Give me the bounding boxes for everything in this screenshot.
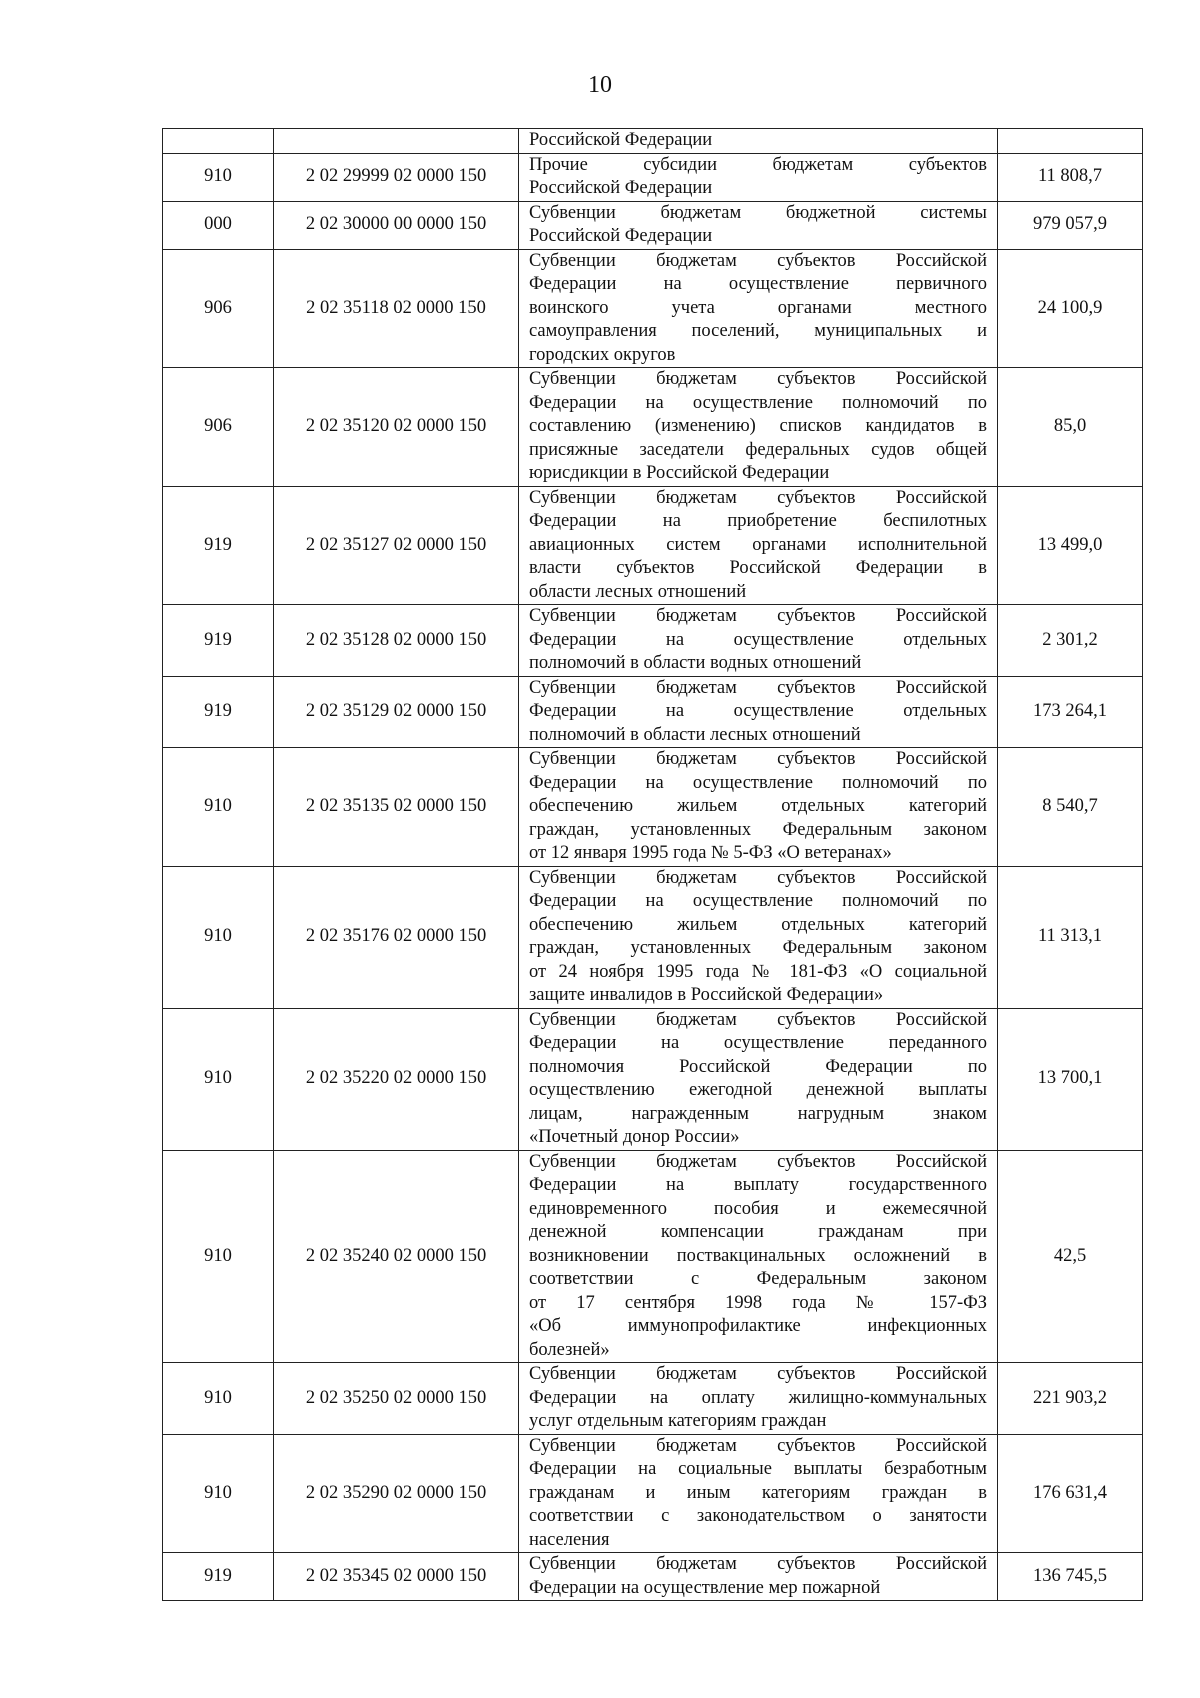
budget-code-cell: 2 02 35176 02 0000 150	[274, 866, 519, 1008]
budget-code-cell: 2 02 35118 02 0000 150	[274, 249, 519, 368]
admin-code-cell: 910	[163, 1434, 274, 1553]
income-name-line: полномочий в области лесных отношений	[529, 724, 861, 745]
income-name-line: Федерации на оплату жилищно-коммунальных	[529, 1387, 987, 1408]
income-name-line: присяжные заседатели федеральных судов общей	[529, 439, 987, 460]
income-name-line: обеспечению жильем отдельных категорий	[529, 914, 987, 935]
table-row	[163, 486, 1143, 605]
budget-code-cell: 2 02 35128 02 0000 150	[274, 605, 519, 677]
table-row	[163, 1363, 1143, 1435]
income-name-line: населения	[529, 1529, 610, 1550]
budget-code-cell: 2 02 35120 02 0000 150	[274, 368, 519, 487]
budget-table	[162, 128, 1143, 1601]
table-row	[163, 1008, 1143, 1150]
budget-code-cell: 2 02 35127 02 0000 150	[274, 486, 519, 605]
income-name-line: Субвенции бюджетам бюджетной системы	[529, 202, 987, 223]
table-row	[163, 1434, 1143, 1553]
income-name-line: граждан, установленных Федеральным законом	[529, 819, 987, 840]
admin-code-cell: 906	[163, 368, 274, 487]
admin-code-cell: 919	[163, 676, 274, 748]
income-name-line: Федерации на социальные выплаты безработным	[529, 1459, 987, 1479]
income-name-line: составлению (изменению) списков кандидатов в	[529, 416, 987, 436]
table-row	[163, 249, 1143, 368]
table-row	[163, 201, 1143, 249]
income-name-line: авиационных систем органами исполнительной	[529, 534, 987, 555]
income-name-cell	[519, 748, 998, 867]
income-name-line: Российской Федерации	[529, 130, 713, 150]
budget-code-cell	[274, 129, 519, 154]
budget-code-cell: 2 02 35345 02 0000 150	[274, 1553, 519, 1601]
table-row	[163, 605, 1143, 677]
income-name-line: услуг отдельным категориям граждан	[529, 1411, 827, 1431]
table-row	[163, 1553, 1143, 1601]
income-name-line: области лесных отношений	[529, 581, 747, 602]
income-name-line: Субвенции бюджетам субъектов Российской	[529, 1435, 987, 1456]
income-name-line: Субвенции бюджетам субъектов Российской	[529, 369, 987, 389]
income-name-cell	[519, 201, 998, 249]
income-name-cell	[519, 1008, 998, 1150]
income-name-line: Субвенции бюджетам субъектов Российской	[529, 1151, 987, 1172]
income-name-line: Федерации на осуществление мер пожарной	[529, 1577, 881, 1598]
income-name-line: единовременного пособия и ежемесячной	[529, 1198, 987, 1219]
income-name-line: возникновении поствакцинальных осложнений в	[529, 1245, 987, 1266]
admin-code-cell: 919	[163, 486, 274, 605]
income-name-line: лицам, награжденным нагрудным знаком	[529, 1103, 987, 1124]
income-name-cell	[519, 605, 998, 677]
income-name-line: от 24 ноября 1995 года № 181-ФЗ «О социальной	[529, 961, 987, 982]
amount-cell: 24 100,9	[998, 249, 1143, 368]
amount-cell: 8 540,7	[998, 748, 1143, 867]
income-name-line: Федерации на выплату государственного	[529, 1175, 987, 1195]
table-row	[163, 866, 1143, 1008]
admin-code-cell: 919	[163, 1553, 274, 1601]
amount-cell: 13 499,0	[998, 486, 1143, 605]
admin-code-cell: 910	[163, 1150, 274, 1363]
income-name-cell	[519, 1363, 998, 1435]
income-name-line: Федерации на осуществление отдельных	[529, 629, 987, 650]
income-name-line: Субвенции бюджетам субъектов Российской	[529, 677, 987, 698]
amount-cell: 136 745,5	[998, 1553, 1143, 1601]
income-name-cell	[519, 153, 998, 201]
income-name-line: полномочия Российской Федерации по	[529, 1056, 987, 1077]
amount-cell	[998, 129, 1143, 154]
budget-code-cell: 2 02 35290 02 0000 150	[274, 1434, 519, 1553]
income-name-line: юрисдикции в Российской Федерации	[529, 463, 830, 483]
income-name-line: соответствии с Федеральным законом	[529, 1269, 987, 1289]
budget-code-cell: 2 02 35129 02 0000 150	[274, 676, 519, 748]
amount-cell: 2 301,2	[998, 605, 1143, 677]
income-name-line: Федерации на осуществление отдельных	[529, 701, 987, 721]
table-row	[163, 153, 1143, 201]
amount-cell: 11 313,1	[998, 866, 1143, 1008]
income-name-line: Федерации на осуществление полномочий по	[529, 891, 987, 911]
income-name-line: Федерации на осуществление полномочий по	[529, 392, 987, 413]
income-name-line: власти субъектов Российской Федерации в	[529, 558, 987, 578]
income-name-line: воинского учета органами местного	[529, 297, 987, 318]
income-name-line: Прочие субсидии бюджетам субъектов	[529, 154, 987, 175]
table-row	[163, 368, 1143, 487]
amount-cell: 176 631,4	[998, 1434, 1143, 1553]
income-name-line: Субвенции бюджетам субъектов Российской	[529, 1364, 987, 1384]
income-name-cell	[519, 866, 998, 1008]
income-name-cell	[519, 676, 998, 748]
budget-table-body	[163, 129, 1143, 1601]
income-name-line: от 17 сентября 1998 года № 157-ФЗ	[529, 1292, 987, 1313]
income-name-line: Субвенции бюджетам субъектов Российской	[529, 867, 987, 888]
budget-code-cell: 2 02 30000 00 0000 150	[274, 201, 519, 249]
income-name-line: осуществлению ежегодной денежной выплаты	[529, 1080, 987, 1100]
amount-cell: 979 057,9	[998, 201, 1143, 249]
page-number: 10	[588, 72, 612, 98]
income-name-line: Российской Федерации	[529, 178, 713, 198]
income-name-cell	[519, 1150, 998, 1363]
table-row	[163, 748, 1143, 867]
income-name-line: Субвенции бюджетам субъектов Российской	[529, 1554, 987, 1574]
admin-code-cell: 910	[163, 1363, 274, 1435]
amount-cell: 85,0	[998, 368, 1143, 487]
income-name-cell	[519, 1434, 998, 1553]
income-name-line: Субвенции бюджетам субъектов Российской	[529, 487, 987, 508]
income-name-line: Федерации на приобретение беспилотных	[529, 511, 987, 531]
income-name-line: Субвенции бюджетам субъектов Российской	[529, 606, 987, 626]
income-name-line: Субвенции бюджетам субъектов Российской	[529, 1009, 987, 1030]
income-name-line: «Об иммунопрофилактике инфекционных	[529, 1316, 987, 1336]
amount-cell: 173 264,1	[998, 676, 1143, 748]
income-name-line: Субвенции бюджетам субъектов Российской	[529, 749, 987, 769]
income-name-line: соответствии с законодательством о занятости	[529, 1506, 987, 1526]
amount-cell: 42,5	[998, 1150, 1143, 1363]
income-name-line: Субвенции бюджетам субъектов Российской	[529, 250, 987, 271]
income-name-line: болезней»	[529, 1339, 610, 1360]
amount-cell: 11 808,7	[998, 153, 1143, 201]
budget-code-cell: 2 02 35240 02 0000 150	[274, 1150, 519, 1363]
table-row	[163, 129, 1143, 154]
budget-code-cell: 2 02 35220 02 0000 150	[274, 1008, 519, 1150]
income-name-line: защите инвалидов в Российской Федерации»	[529, 985, 884, 1005]
income-name-line: самоуправления поселений, муниципальных и	[529, 321, 987, 341]
income-name-line: Федерации на осуществление переданного	[529, 1033, 987, 1053]
income-name-cell	[519, 486, 998, 605]
income-name-line: от 12 января 1995 года № 5-ФЗ «О ветеранах»	[529, 843, 892, 863]
income-name-cell	[519, 1553, 998, 1601]
income-name-line: граждан, установленных Федеральным законом	[529, 938, 987, 958]
table-row	[163, 1150, 1143, 1363]
income-name-cell	[519, 249, 998, 368]
amount-cell: 221 903,2	[998, 1363, 1143, 1435]
admin-code-cell: 910	[163, 748, 274, 867]
budget-code-cell: 2 02 35135 02 0000 150	[274, 748, 519, 867]
admin-code-cell: 906	[163, 249, 274, 368]
admin-code-cell: 910	[163, 153, 274, 201]
amount-cell: 13 700,1	[998, 1008, 1143, 1150]
table-row	[163, 676, 1143, 748]
income-name-cell	[519, 129, 998, 154]
income-name-line: Российской Федерации	[529, 226, 713, 246]
income-name-line: Федерации на осуществление полномочий по	[529, 772, 987, 793]
income-name-line: «Почетный донор России»	[529, 1127, 740, 1147]
admin-code-cell: 910	[163, 1008, 274, 1150]
income-name-line: обеспечению жильем отдельных категорий	[529, 796, 987, 816]
admin-code-cell: 000	[163, 201, 274, 249]
budget-code-cell: 2 02 29999 02 0000 150	[274, 153, 519, 201]
income-name-cell	[519, 368, 998, 487]
admin-code-cell: 910	[163, 866, 274, 1008]
admin-code-cell	[163, 129, 274, 154]
income-name-line: денежной компенсации гражданам при	[529, 1222, 987, 1242]
budget-code-cell: 2 02 35250 02 0000 150	[274, 1363, 519, 1435]
income-name-line: городских округов	[529, 344, 676, 365]
income-name-line: гражданам и иным категориям граждан в	[529, 1482, 987, 1503]
income-name-line: полномочий в области водных отношений	[529, 653, 862, 673]
admin-code-cell: 919	[163, 605, 274, 677]
income-name-line: Федерации на осуществление первичного	[529, 274, 987, 294]
